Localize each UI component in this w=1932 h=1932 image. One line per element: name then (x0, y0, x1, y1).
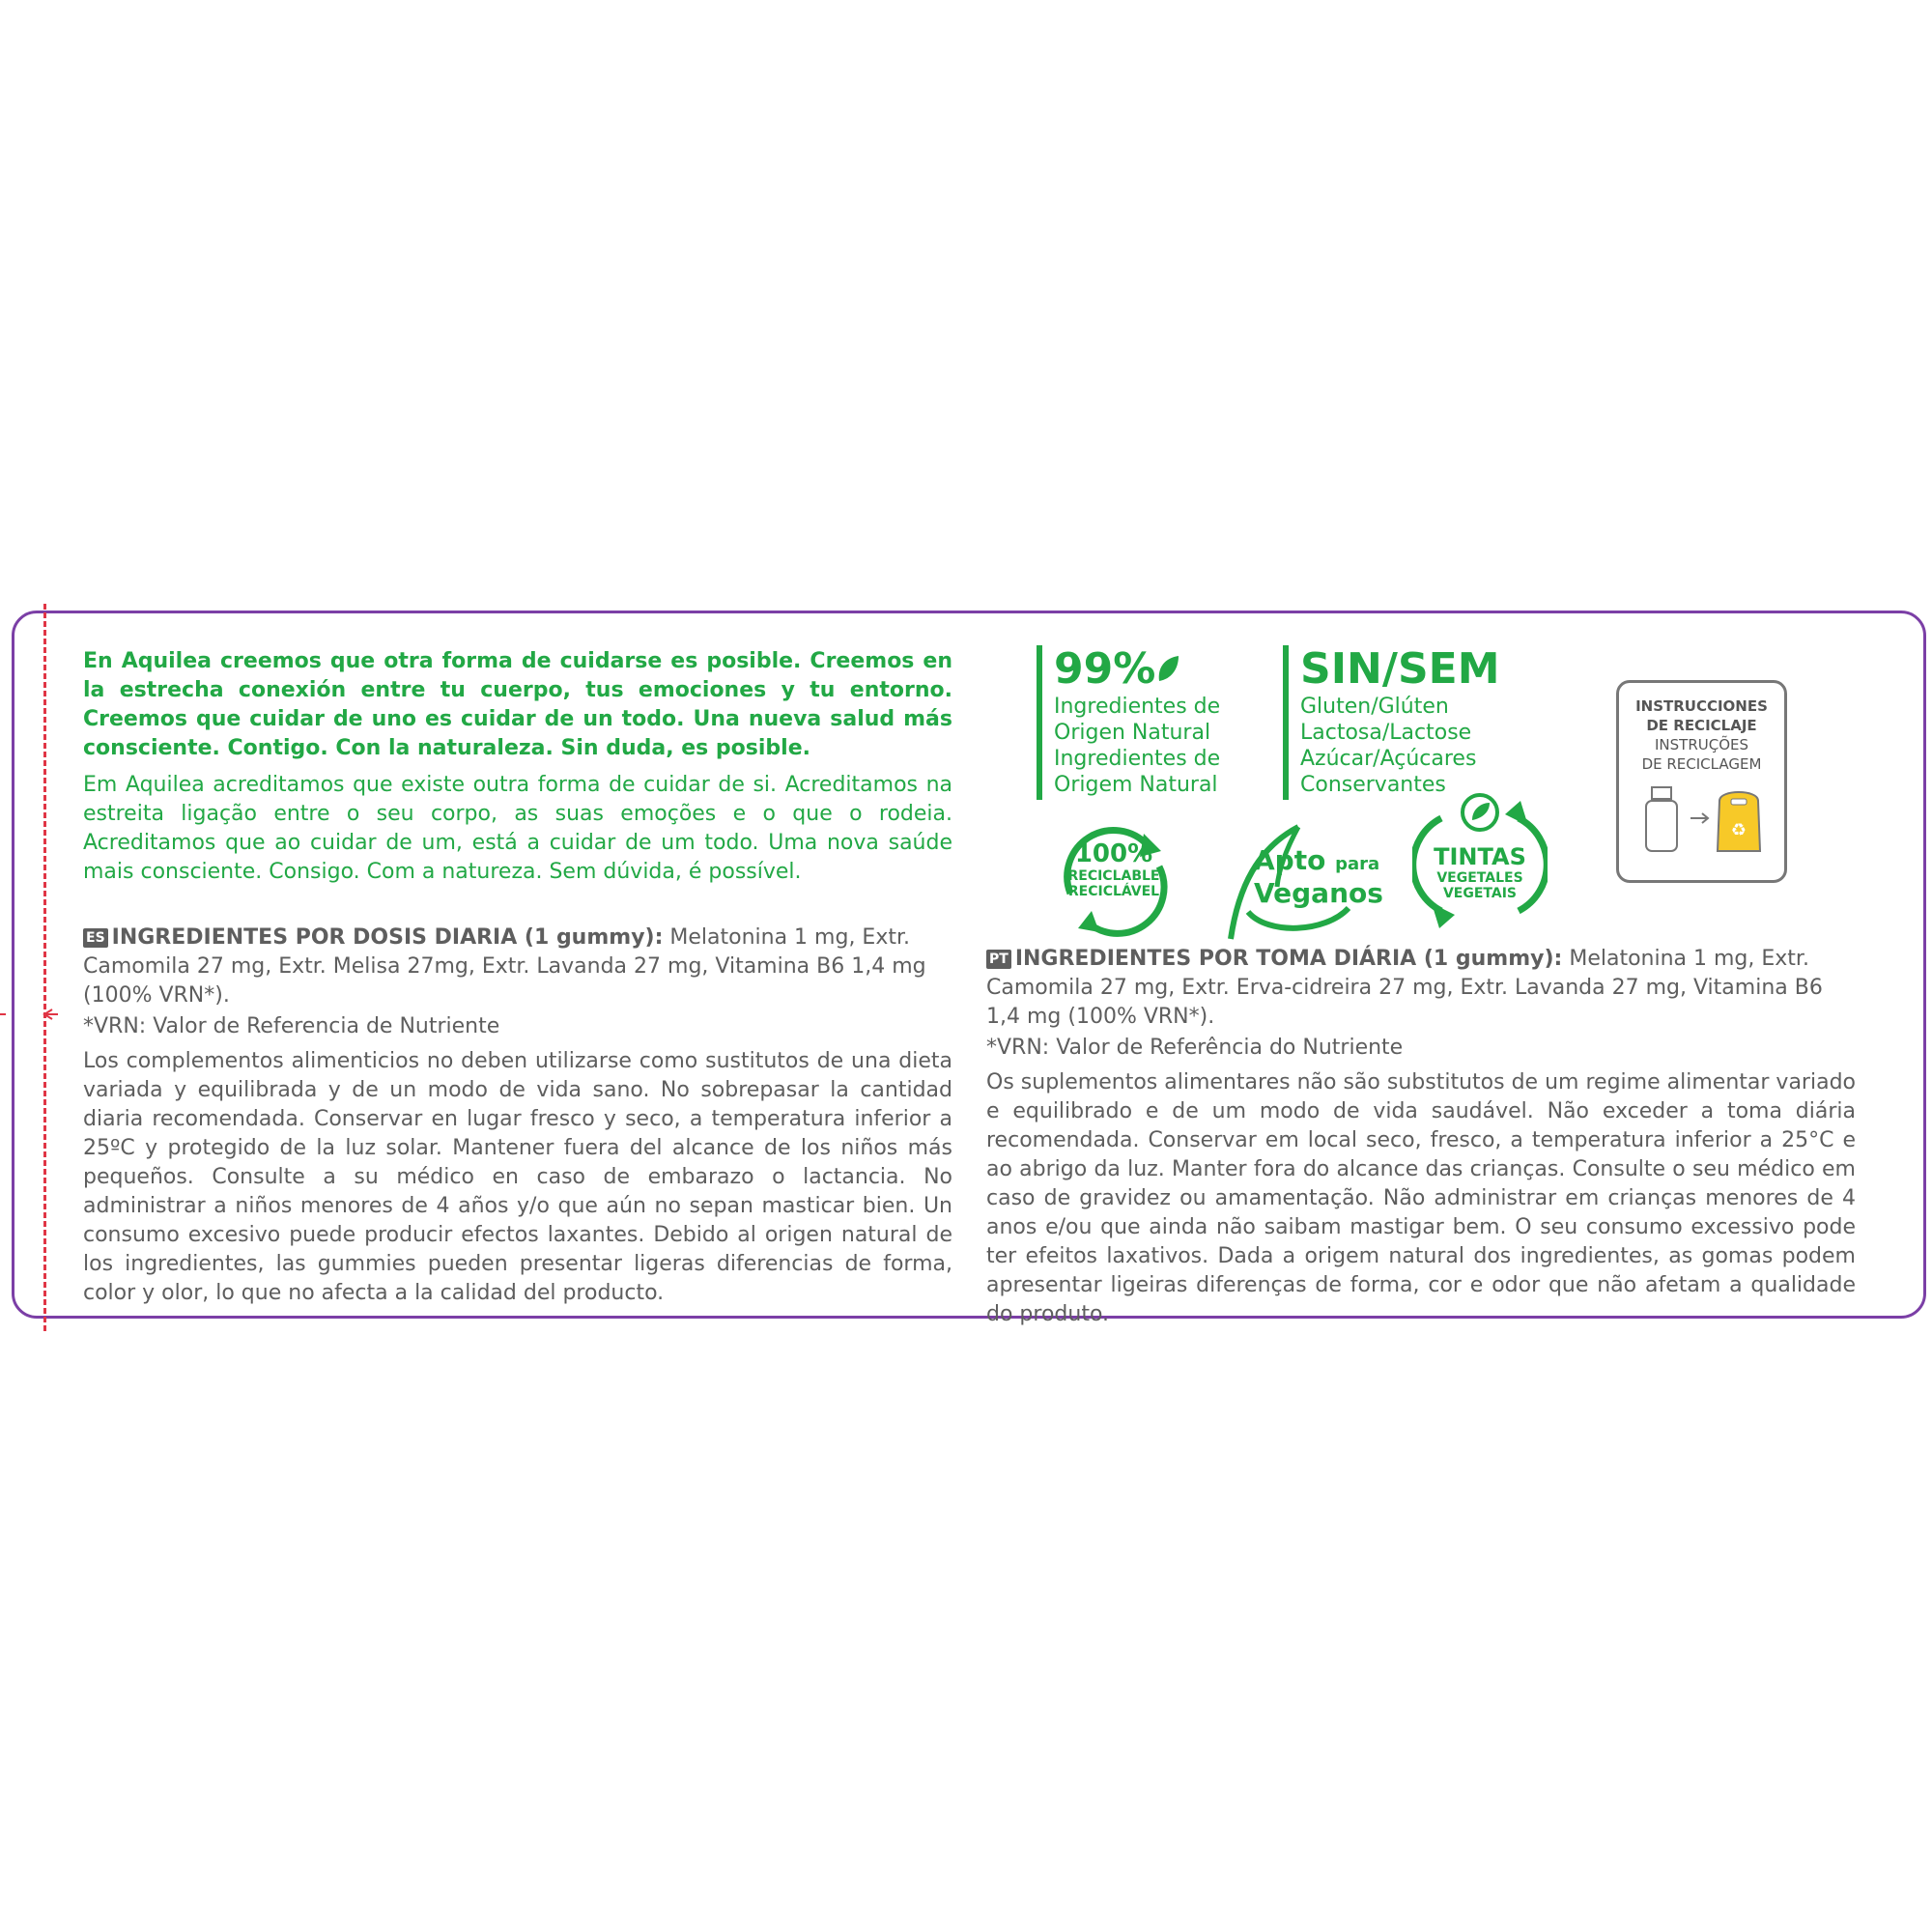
badge-recyclable (1051, 816, 1177, 942)
claim-free-title: SIN/SEM (1300, 644, 1500, 694)
badge-vegetable-inks (1412, 787, 1548, 942)
inks-pt: VEGETAIS (1442, 886, 1518, 901)
vegan-para: para (1335, 854, 1380, 874)
inks-title: TINTAS (1434, 843, 1526, 870)
recyclable-pt: RECICLÁVEL (1067, 884, 1160, 899)
warning-pt: Os suplementos alimentares não são substitutos de um regime alimentar variado e equilibrado e de um modo de vida saudável. Não exceder a toma diária recomendada. Conservar em local seco, fresco, a temperatura inferior a 25°C e ao abrigo da luz. Manter fora do alcance das crianças. Consulte o seu médico em caso de gravidez ou amamentação. Não administrar em crianças menores de 4 anos e/ou que ainda não saibam mastigar bem. O seu consumo excessivo pode ter efeitos laxativos. Dada a origem natural dos ingredientes, as gomas podem apresentar ligeiras diferenças de forma, cor e odor que não afetam a qualidade do produto. (986, 1070, 1856, 1326)
leaf-icon (1155, 654, 1180, 683)
bottle-to-bin-icon (1625, 781, 1779, 859)
cut-arrow-icon (0, 1007, 58, 1022)
intro-pt: Em Aquilea acreditamos que existe outra forma de cuidar de si. Acreditamos na estreita ligação entre o seu corpo, as suas emoções e o que o rodeia. Acreditamos que ao cuidar de um, está a cuidar de um todo. Uma nova saúde mais consciente. Consigo. Com a natureza. Sem dúvida, é possível. (83, 773, 952, 884)
vrn-pt: *VRN: Valor de Referência do Nutriente (986, 1036, 1404, 1060)
claim-natural-line-1: Ingredientes de (1054, 695, 1221, 719)
recyclable-es: RECICLABLE (1067, 868, 1160, 884)
svg-text:♻: ♻ (1730, 820, 1747, 840)
claim-free-from (1283, 645, 1500, 800)
ingredients-es-title: INGREDIENTES POR DOSIS DIARIA (1 gummy): (111, 925, 664, 950)
claim-free-line-1: Gluten/Glúten (1300, 695, 1449, 719)
claim-free-line-4: Conservantes (1300, 773, 1446, 797)
recycling-pt-line-1: INSTRUÇÕES (1654, 736, 1748, 753)
claim-natural-line-2: Origen Natural (1054, 721, 1211, 745)
recycling-es-line-2: DE RECICLAJE (1646, 717, 1757, 734)
recycling-instructions (1616, 680, 1787, 883)
recyclable-percent: 100% (1074, 839, 1153, 868)
ingredients-pt-text: Melatonina 1 mg, Extr. Camomila 27 mg, Extr. Erva-cidreira 27 mg, Extr. Lavanda 27 mg, Vitamina B6 1,4 mg (100% VRN*). (986, 947, 1823, 1029)
vegan-veganos: Veganos (1254, 877, 1383, 909)
cut-guide-line (43, 604, 46, 1331)
recycling-es-line-1: INSTRUCCIONES (1635, 697, 1768, 715)
inks-es: VEGETALES (1436, 870, 1523, 886)
claim-natural-percent: 99% (1054, 645, 1220, 694)
ingredients-pt (986, 945, 1856, 1032)
vrn-es: *VRN: Valor de Referencia de Nutriente (83, 1014, 500, 1038)
recycling-pt-line-2: DE RECICLAGEM (1641, 755, 1762, 773)
claim-free-line-3: Azúcar/Açúcares (1300, 747, 1477, 771)
ingredients-es-text: Melatonina 1 mg, Extr. Camomila 27 mg, Extr. Melisa 27mg, Extr. Lavanda 27 mg, Vitamina B6 1,4 mg (100% VRN*). (83, 925, 926, 1008)
claim-natural (1037, 645, 1220, 800)
intro-es: En Aquilea creemos que otra forma de cuidarse es posible. Creemos en la estrecha conexión entre tu cuerpo, tus emociones y tu entorno. Creemos que cuidar de uno es cuidar de un todo. Una nueva salud más consciente. Contigo. Con la naturaleza. Sin duda, es posible. (83, 649, 952, 760)
badge-vegan (1219, 819, 1383, 943)
lang-badge-pt: PT (986, 950, 1011, 969)
right-column (986, 945, 1856, 1329)
claim-natural-line-4: Origem Natural (1054, 773, 1218, 797)
ingredients-es (83, 923, 952, 1010)
vegan-apto: Apto para (1254, 844, 1380, 876)
ingredients-pt-title: INGREDIENTES POR TOMA DIÁRIA (1 gummy): (1014, 947, 1563, 971)
lang-badge-es: ES (83, 928, 108, 948)
claim-natural-line-3: Ingredientes de (1054, 747, 1221, 771)
claim-free-line-2: Lactosa/Lactose (1300, 721, 1472, 745)
left-column (83, 647, 952, 1308)
warning-es: Los complementos alimenticios no deben utilizarse como sustitutos de una dieta variada y equilibrada y de un modo de vida sano. No sobrepasar la cantidad diaria recomendada. Conservar en lugar fresco y seco, a temperatura inferior a 25ºC y protegido de la luz solar. Mantener fuera del alcance de los niños más pequeños. Consulte a su médico en caso de embarazo o lactancia. No administrar a niños menores de 4 años y/o que aún no sepan masticar bien. Un consumo excesivo puede producir efectos laxantes. Debido al origen natural de los ingredientes, las gummies pueden presentar ligeras diferencias de forma, color y olor, lo que no afecta a la calidad del producto. (83, 1049, 952, 1305)
